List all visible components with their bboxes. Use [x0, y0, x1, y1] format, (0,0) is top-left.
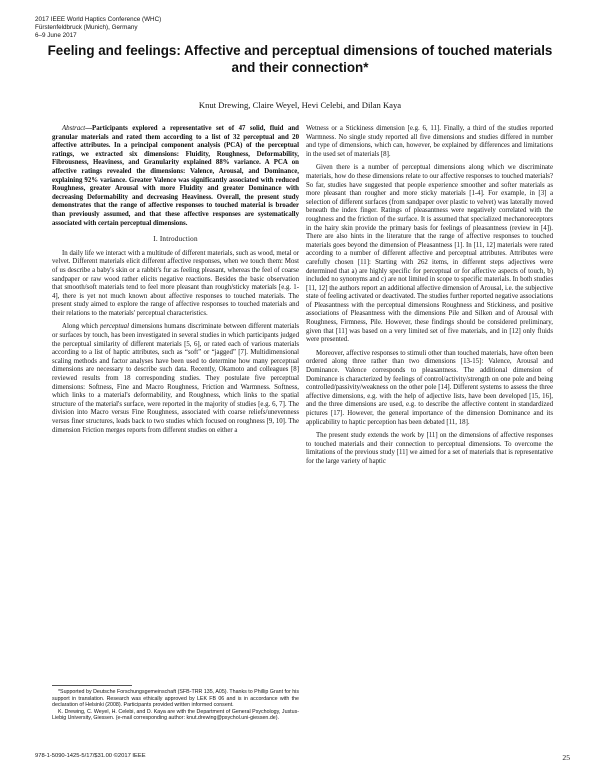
abstract-text: —Participants explored a representative set of 47 solid, fluid and granular materials and rated them according to a list of 32 perceptual and 20 affective attributes. In a principal component analysis (PCA) of the perceptual ratings, we extracted six dimensions: Fluidity, Roughness, Deformability, Fibrousness, Heaviness, and Granularity explained 88% variance. A PCA on affective ratings revealed the dimensions: Valence, Arousal, and Dominance, explaining 92% variance. Greater Valence was significantly associated with reduced Roughness, greater Arousal with more Fluidity and greater Dominance with decreasing Deformability and decreasing Heaviness. Overall, the present study demonstrates that the range of affective responses to touched material is broader than previously assumed, and that these affective responses are systematically associated with certain perceptual dimensions. — [52, 125, 299, 227]
right-paragraph-4: The present study extends the work by [11] on the dimensions of affective responses to touched materials and their connection to perceptual dimensions. To overcome the limitations of the previous study [11] we aimed for a set of materials that is representative for the large variety of haptic — [306, 432, 553, 465]
author-list: Knut Drewing, Claire Weyel, Hevi Celebi, and Dilan Kaya — [198, 100, 402, 110]
isbn-line: 978-1-5090-1425-5/17/$31.00 ©2017 IEEE — [35, 753, 146, 759]
footnote-affiliation: K. Drewing, C. Weyel, H. Celebi, and D. Kaya are with the Department of General Psychology, Justus-Liebig University, Giessen. (e-mail corresponding author: knut.drewing@psychol.uni-giessen.de). — [52, 708, 299, 721]
right-column — [306, 125, 553, 472]
section-heading-introduction: I. Introduction — [153, 235, 198, 244]
abstract — [52, 125, 299, 228]
right-paragraph-2: Given there is a number of perceptual dimensions along which we discriminate materials, how do these dimensions relate to our affective responses to touched materials? So far, studies have suggested that people experience smoother and softer materials as more pleasant than rougher and more sticky materials [1-4]. For example, in [3] a selection of different surfaces (from sandpaper over plastic to velvet) was laterally moved beneath the index finger. Ratings of pleasantness were negatively correlated with the roughness and the friction of the surface. It is assumed that specialized mechanoreceptors in the hairy skin provide the primary basis for feelings of pleasantness (review in [4]). There are also hints in the literature that the range of affective responses to touched materials goes beyond the dimension of Pleasantness [1]. In [11, 12] materials were rated according to a number of different affective and perceptual attributes. Attributes were carefully chosen [11]: Starting with 262 items, in different steps adjectives were determined that a) are highly specific for perceptual or for affective aspects of touch, b) included no synonyms and c) are not limited in scope to specific materials. In both studies [11, 12] the authors report an additional affective dimension of Arousal, i.e. the subjective state of feeling activated or deactivated. The studies further reported negative associations of Pleasantness with the perceptual dimensions Roughness and Stickiness, and positive associations of Pleasantness with the dimensions Pile and Silken and of Arousal with Roughness, Firmness, Pile. However, these findings should be considered preliminary, given that [11] was based on a very limited set of five materials, and in [12] only fluids were presented. — [306, 164, 553, 344]
footnote-divider — [52, 685, 132, 686]
abstract-label: Abstract — [62, 125, 86, 132]
conference-location: Fürstenfeldbruck (Munich), Germany — [35, 24, 138, 31]
page-number: 25 — [562, 753, 570, 762]
footnote — [52, 689, 299, 722]
paper-title: Feeling and feelings: Affective and perceptual dimensions of touched materials and their connection* — [47, 43, 553, 75]
conference-header — [35, 16, 161, 40]
right-paragraph-3: Moreover, affective responses to stimuli other than touched materials, have often been ordered along three rather than two dimensions [13-15]: Valence, Arousal and Dominance. Valence corresponds to pleasantness. The additional dimension of Dominance is characterized by feelings of control/activity/strength on one pole and being controlled/passivity/weakness on the other pole [14]. Different systems to assess the three affective dimensions, e.g. with the help of adjective lists, have been developed [15, 16], and the three dimensions are used, e.g. to describe the affective content in standardized pictures [17]. However, the general importance of the dimension Dominance and its applicability to haptic perception has been debated [11, 18]. — [306, 349, 553, 426]
left-column — [52, 125, 299, 440]
conference-dates: 6–9 June 2017 — [35, 32, 77, 39]
conference-name: 2017 IEEE World Haptics Conference (WHC) — [35, 16, 162, 23]
intro-paragraph-2: Along which perceptual dimensions humans discriminate between different materials or surfaces by touch, has been investigated in several studies in which participants judged the perceptual similarity of different materials [5, 6], or rated each of various materials according to a list of haptic attributes, such as “soft” or “jagged” [7]. Multidimensional scaling methods and factor analyses have been used to determine how many perceptual dimensions are necessary to describe such data. Recently, Okamoto and colleagues [8] reviewed results from 18 corresponding studies. They postulate five perceptual dimensions: Softness, Fine and Macro Roughness, Friction and Warmness. Softness, which links to a material's deformability, and Roughness, which links to the spatial structure of the material's surface, were reported in the majority of studies [e.g. 6, 7]. The division into Macro versus Fine Roughness, associated with coarse reliefs/unevenness versus finer structures, leads back to two studies which focused on roughness [9, 10]. The dimension Friction merges reports from different studies on either a — [52, 323, 299, 434]
right-paragraph-1: Wetness or a Stickiness dimension [e.g. 6, 11]. Finally, a third of the studies reported Warmness. No single study reported all five dimensions and studies differed in number and type of dimensions, which can, however, be explained by differences and limitations in the used set of materials [8]. — [306, 125, 553, 158]
intro-paragraph-1: In daily life we interact with a multitude of different materials, such as wood, metal or velvet. Different materials elicit different affective responses, when we touch them: Most of us describe a baby's skin or a rabbit's fur as feeling pleasant, whereas the feel of coarse sandpaper or raw wood rather elicits negative reactions. Besides the basic observation that smooth/soft materials tend to feel more pleasant than rough/sticky materials [e.g. 1-4], there is yet not much known about affective responses to touched materials. The present study aimed to explore the range of affective responses to touched materials and their relations to the materials' perceptual characteristics. — [52, 249, 299, 317]
footnote-support: *Supported by Deutsche Forschungsgemeinschaft (SFB-TRR 135, A05). Thanks to Phillip Grant for his support in translation. Research was ethically approved by LEK FB 06 and is in accordance with the declaration of Helsinki (2008). Participants provided written informed consent. — [52, 689, 299, 708]
